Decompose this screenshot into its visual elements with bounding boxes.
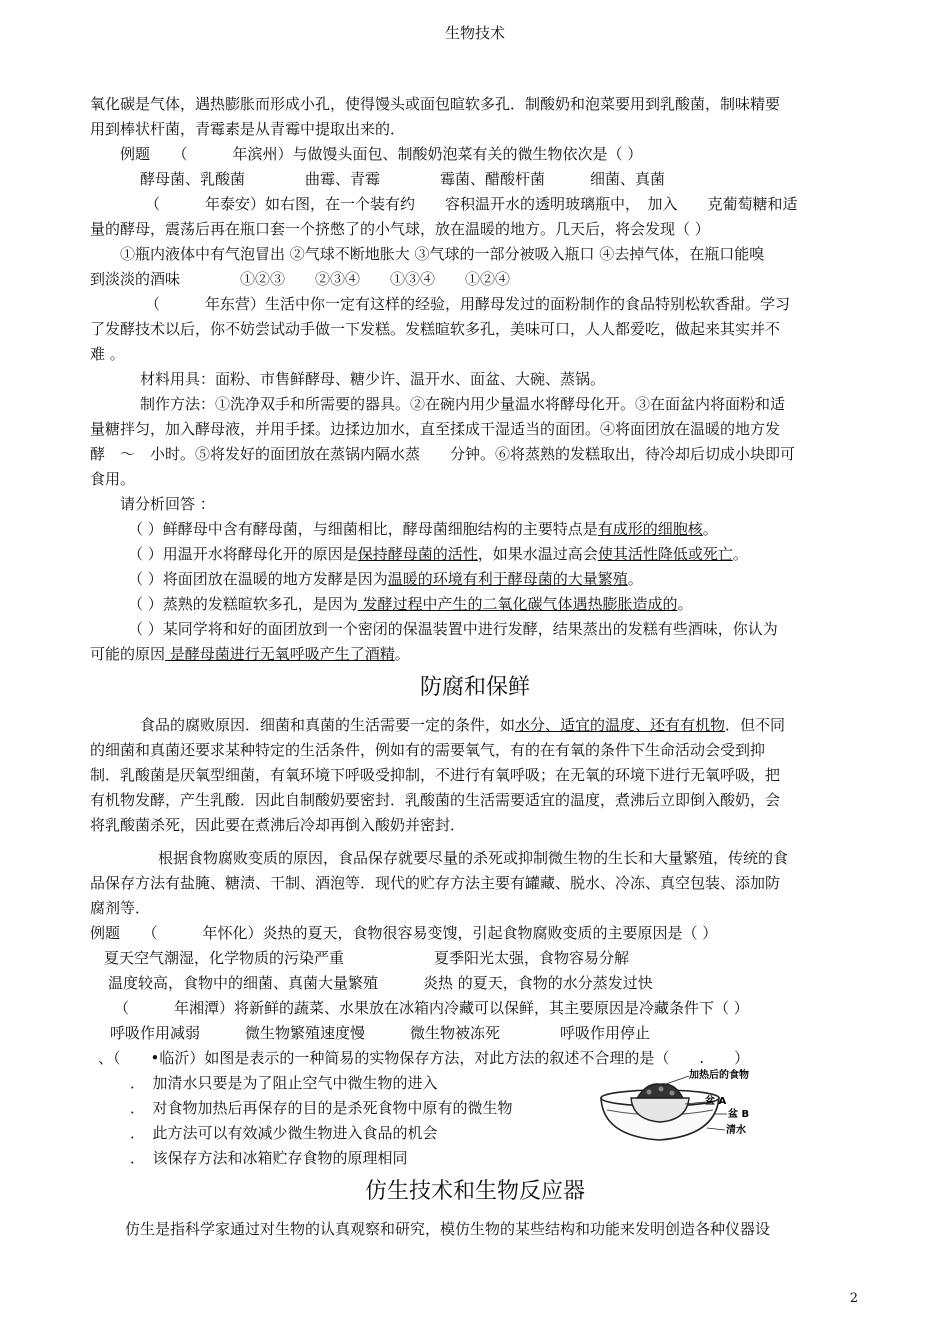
paragraph-line: 有机物发酵，产生乳酸．因此自制酸奶要密封．乳酸菌的生活需要适宜的温度，煮沸后立即倒入酸奶，会: [90, 791, 781, 809]
question-line: 、（ •临沂）如图是表示的一种简易的实物保存方法，对此方法的叙述不合理的是（ . ）: [98, 1049, 750, 1067]
text-line: 量的酵母，震荡后再在瓶口套一个挤憋了的小气球，放在温暖的地方。几天后，将会发现（ ）: [90, 220, 710, 238]
punct: 。: [677, 595, 693, 613]
sub-question-text: （ ）某同学将和好的面团放到一个密闭的保温装置中进行发酵，结果蒸出的发糕有些酒味，你认为: [128, 620, 778, 638]
answer-options: 呼吸作用减弱 微生物繁殖速度慢 微生物被冻死 呼吸作用停止: [110, 1024, 651, 1042]
answer-options: 酵母菌、乳酸菌 曲霉、青霉 霉菌、醋酸杆菌 细菌、真菌: [140, 170, 666, 188]
answer-underlined: 温暖的环境有利于酵母菌的大量繁殖: [387, 570, 628, 588]
question-line: （ 年湘潭）将新鲜的蔬菜、水果放在冰箱内冷藏可以保鲜，其主要原因是冷藏条件下（ ）: [114, 999, 749, 1017]
answer-underlined: 是酵母菌进行无氧呼吸产生了酒精: [165, 645, 395, 663]
question-line: （ 年东营）生活中你一定有这样的经验，用酵母发过的面粉制作的食品特别松软香甜。学习: [145, 295, 791, 313]
paragraph-line: 仿生是指科学家通过对生物的认真观察和研究，模仿生物的某些结构和功能来发明创造各种仪器设: [125, 1220, 771, 1238]
method-line: 制作方法：①洗净双手和所需要的器具。②在碗内用少量温水将酵母化开。③在面盆内将面粉和适: [140, 395, 786, 413]
text-line: 用到棒状杆菌，青霉素是从青霉中提取出来的．: [90, 120, 406, 138]
answer-underlined: 发酵过程中产生的二氧化碳气体遇热膨胀造成的: [357, 595, 678, 613]
sub-question: [90, 542, 860, 567]
paragraph-line: 腐剂等．: [90, 899, 151, 917]
punct: 。: [394, 645, 410, 663]
option-a: ． 加清水只要是为了阻止空气中微生物的进入: [130, 1074, 438, 1092]
text-line: 了发酵技术以后，你不妨尝试动手做一下发糕。发糕暄软多孔，美味可口，人人都爱吃，做起来其实并不: [90, 320, 781, 338]
paragraph-line: 将乳酸菌杀死，因此要在煮沸后冷却再倒入酸奶并密封．: [90, 816, 466, 834]
paragraph-line: 制．乳酸菌是厌氧型细菌，有氧环境下呼吸受抑制，不进行有氧呼吸；在无氧的环境下进行无氧呼吸，把: [90, 766, 781, 784]
text-line: 氧化碳是气体，遇热膨胀而形成小孔，使得馒头或面包暄软多孔．制酸奶和泡菜要用到乳酸菌，制味精要: [90, 95, 781, 113]
punct: 。: [702, 520, 718, 538]
sub-question-text: （ ）蒸熟的发糕暄软多孔，是因为: [128, 595, 358, 613]
page-header: 生物技术: [444, 24, 505, 42]
paragraph-text: 食品的腐败原因．细菌和真菌的生活需要一定的条件，如: [140, 716, 516, 734]
option-b: ． 对食物加热后再保存的目的是杀死食物中原有的微生物: [130, 1099, 513, 1117]
option-d: ． 该保存方法和冰箱贮存食物的原理相同: [130, 1149, 408, 1167]
sub-question-text: ，如果水温过高会: [477, 545, 598, 563]
materials-line: 材料用具：面粉、市售鲜酵母、糖少许、温开水、面盆、大碗、蒸锅。: [140, 370, 606, 388]
section-heading: 防腐和保鲜: [419, 675, 530, 700]
sub-question-text: 可能的原因: [90, 645, 166, 663]
text-line: 难 。: [90, 345, 125, 363]
statements-line: ①瓶内液体中有气泡冒出 ②气球不断地胀大 ③气球的一部分被吸入瓶口 ④去掉气体，在瓶口能嗅: [120, 245, 765, 263]
paragraph-text: ．但不同: [725, 716, 786, 734]
text-line: 量糖拌匀，加入酵母液，并用手揉。边揉边加水，直至揉成干湿适当的面团。④将面团放在温暖的地方发: [90, 420, 781, 438]
food-dot: [659, 1087, 664, 1092]
question-line: （ 年泰安）如右图，在一个装有约 容积温开水的透明玻璃瓶中， 加入 克葡萄糖和适: [145, 195, 798, 213]
section-heading: 仿生技术和生物反应器: [364, 1179, 585, 1204]
punct: 。: [627, 570, 643, 588]
sub-question-text: （ ）用温开水将酵母化开的原因是: [128, 545, 358, 563]
option-c: ． 此方法可以有效减少微生物进入食品的机会: [130, 1124, 438, 1142]
food-dot: [670, 1091, 675, 1096]
leader-line: [663, 1076, 689, 1085]
answer-options: 夏天空气潮湿，化学物质的污染严重 夏季阳光太强，食物容易分解: [104, 949, 630, 967]
text-line: 酵 ～ 小时。⑤将发好的面团放在蒸锅内隔水蒸 分钟。⑥将蒸熟的发糕取出，待冷却后切成小块即可: [90, 445, 796, 463]
sub-question-continued: [90, 642, 860, 667]
paragraph-line: [90, 713, 860, 738]
page-number: 2: [849, 1291, 858, 1306]
leader-line: [707, 1128, 725, 1130]
answer-options: 温度较高，食物中的细菌、真菌大量繁殖 炎热 的夏天，食物的水分蒸发过快: [108, 974, 653, 992]
analysis-prompt: 请分析回答 ：: [120, 495, 215, 513]
answer-options: 到淡淡的酒味 ①②③ ②③④ ①③④ ①②④: [90, 270, 511, 288]
sub-question: [90, 617, 860, 642]
answer-underlined: 使其活性降低或死亡: [597, 545, 733, 563]
label-food: 加热后的食物: [689, 1070, 749, 1081]
sub-question: [90, 592, 860, 617]
paragraph-line: 的细菌和真菌还要求某种特定的生活条件，例如有的需要氧气，有的在有氧的条件下生命活动会受到抑: [90, 741, 766, 759]
label-water: 清水: [726, 1125, 746, 1136]
food-preservation-figure: [597, 1068, 792, 1146]
punct: 。: [732, 545, 748, 563]
text-line: 食用。: [90, 470, 136, 488]
food-dot: [647, 1090, 652, 1095]
example-question: 例题 （ 年怀化）炎热的夏天，食物很容易变馊，引起食物腐败变质的主要原因是（ ）: [90, 924, 718, 942]
answer-underlined: 保持酵母菌的活性: [357, 545, 478, 563]
example-question: 例题 （ 年滨州）与做馒头面包、制酸奶泡菜有关的微生物依次是（ ）: [120, 145, 643, 163]
paragraph-line: 品保存方法有盐腌、糖渍、干制、酒泡等．现代的贮存方法主要有罐藏、脱水、冷冻、真空包装、添加防: [90, 874, 781, 892]
answer-underlined: 有成形的细胞核: [597, 520, 703, 538]
sub-question-text: （ ）将面团放在温暖的地方发酵是因为: [128, 570, 388, 588]
sub-question: [90, 517, 860, 542]
sub-question: [90, 567, 860, 592]
paragraph-line: 根据食物腐败变质的原因，食品保存就要尽量的杀死或抑制微生物的生长和大量繁殖，传统的食: [158, 849, 789, 867]
label-pot-b: 盆 B: [728, 1109, 750, 1120]
label-pot-a: 盆 A: [705, 1096, 727, 1107]
sub-question-text: （ ）鲜酵母中含有酵母菌，与细菌相比，酵母菌细胞结构的主要特点是: [128, 520, 598, 538]
answer-underlined: 水分、适宜的温度、还有有机物: [515, 716, 726, 734]
